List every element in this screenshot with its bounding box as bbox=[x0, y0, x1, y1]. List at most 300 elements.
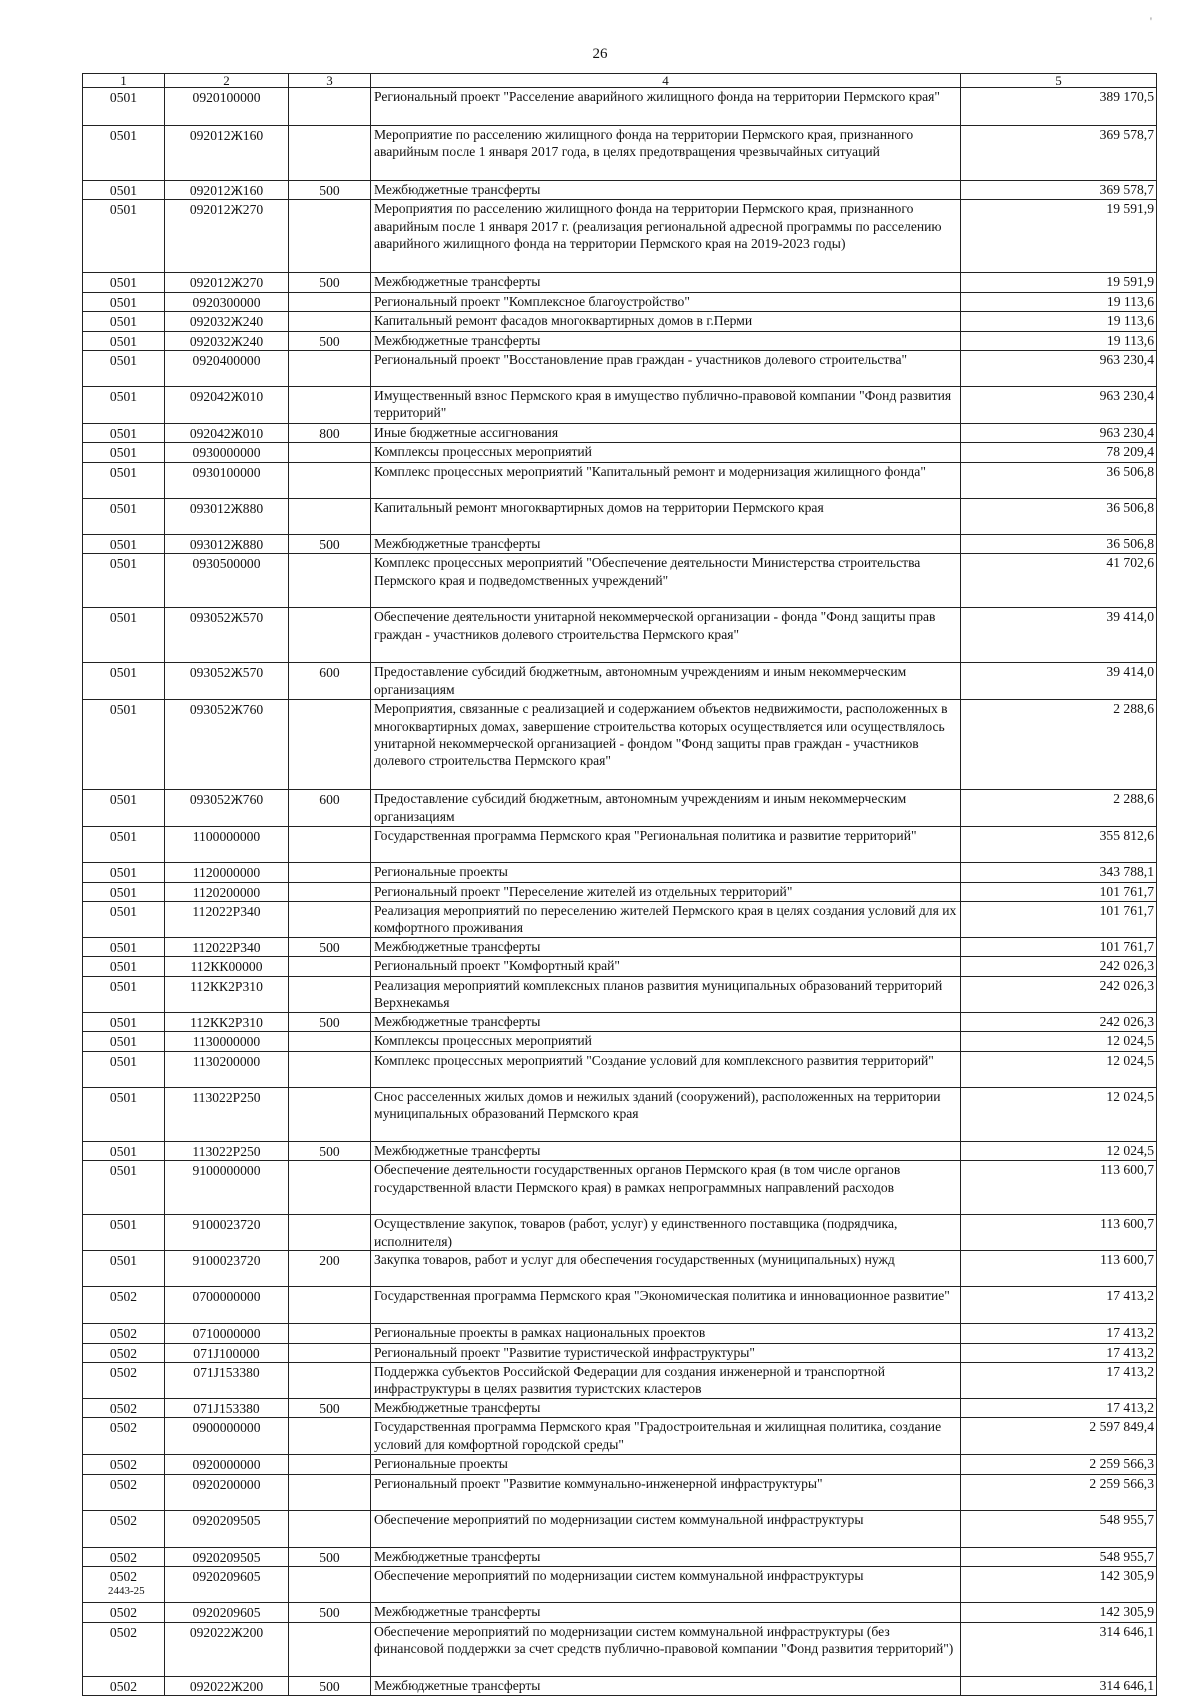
expense-type-cell bbox=[289, 1032, 371, 1051]
expense-type-cell bbox=[289, 1362, 371, 1398]
target-item-cell: 0920209505 bbox=[165, 1510, 289, 1547]
target-item-cell: 0920209505 bbox=[165, 1547, 289, 1566]
amount-cell: 12 024,5 bbox=[961, 1141, 1157, 1160]
item-name-cell: Межбюджетные трансферты bbox=[371, 273, 961, 292]
amount-cell: 36 506,8 bbox=[961, 498, 1157, 534]
item-name-cell: Мероприятие по расселению жилищного фонда на территории Пермского края, признанного аварийным после 1 января 2017 года, в целях предотвращения чрезвычайных ситуаций bbox=[371, 126, 961, 181]
expense-type-cell bbox=[289, 554, 371, 608]
target-item-cell: 112022Р340 bbox=[165, 938, 289, 957]
amount-cell: 142 305,9 bbox=[961, 1567, 1157, 1603]
target-item-cell: 093052Ж570 bbox=[165, 663, 289, 700]
amount-cell: 113 600,7 bbox=[961, 1161, 1157, 1215]
expense-type-cell: 500 bbox=[289, 1603, 371, 1622]
table-row bbox=[83, 882, 1157, 901]
section-code-cell: 0501 bbox=[83, 938, 165, 957]
amount-cell: 19 113,6 bbox=[961, 312, 1157, 331]
target-item-cell: 9100023720 bbox=[165, 1215, 289, 1251]
item-name-cell: Межбюджетные трансферты bbox=[371, 534, 961, 553]
expense-type-cell bbox=[289, 1622, 371, 1676]
section-code-cell: 0501 bbox=[83, 554, 165, 608]
table-row bbox=[83, 387, 1157, 424]
section-code-cell: 0501 bbox=[83, 1051, 165, 1087]
table-row bbox=[83, 534, 1157, 553]
expense-type-cell bbox=[289, 351, 371, 387]
target-item-cell: 092012Ж270 bbox=[165, 200, 289, 273]
target-item-cell: 0930000000 bbox=[165, 443, 289, 462]
section-code-cell: 0502 bbox=[83, 1398, 165, 1417]
item-name-cell: Межбюджетные трансферты bbox=[371, 181, 961, 200]
table-row bbox=[83, 863, 1157, 882]
expense-type-cell bbox=[289, 827, 371, 863]
expense-type-cell: 600 bbox=[289, 790, 371, 827]
section-code-cell: 0501 bbox=[83, 292, 165, 311]
amount-cell: 12 024,5 bbox=[961, 1051, 1157, 1087]
amount-cell: 17 413,2 bbox=[961, 1362, 1157, 1398]
amount-cell: 101 761,7 bbox=[961, 902, 1157, 938]
amount-cell: 548 955,7 bbox=[961, 1547, 1157, 1566]
item-name-cell: Государственная программа Пермского края "Экономическая политика и инновационное развитие" bbox=[371, 1287, 961, 1324]
amount-cell: 12 024,5 bbox=[961, 1087, 1157, 1141]
header-cell-3: 3 bbox=[289, 74, 371, 88]
target-item-cell: 0920400000 bbox=[165, 351, 289, 387]
item-name-cell: Региональный проект "Комфортный край" bbox=[371, 957, 961, 976]
section-code-cell: 0501 bbox=[83, 1141, 165, 1160]
section-code-cell: 0501 bbox=[83, 443, 165, 462]
section-code-cell: 0501 bbox=[83, 387, 165, 424]
amount-cell: 101 761,7 bbox=[961, 938, 1157, 957]
item-name-cell: Межбюджетные трансферты bbox=[371, 1676, 961, 1695]
item-name-cell: Государственная программа Пермского края "Региональная политика и развитие территорий" bbox=[371, 827, 961, 863]
header-cell-4: 4 bbox=[371, 74, 961, 88]
section-code-cell: 0501 bbox=[83, 863, 165, 882]
table-row bbox=[83, 200, 1157, 273]
amount-cell: 19 591,9 bbox=[961, 273, 1157, 292]
expense-type-cell bbox=[289, 1287, 371, 1324]
table-row bbox=[83, 498, 1157, 534]
section-code-cell: 0501 bbox=[83, 312, 165, 331]
table-row bbox=[83, 443, 1157, 462]
table-row bbox=[83, 181, 1157, 200]
expense-type-cell bbox=[289, 1567, 371, 1603]
amount-cell: 355 812,6 bbox=[961, 827, 1157, 863]
section-code-cell: 0502 bbox=[83, 1455, 165, 1474]
amount-cell: 78 209,4 bbox=[961, 443, 1157, 462]
item-name-cell: Межбюджетные трансферты bbox=[371, 331, 961, 350]
page-number: 26 bbox=[592, 46, 608, 62]
expense-type-cell: 600 bbox=[289, 663, 371, 700]
item-name-cell: Межбюджетные трансферты bbox=[371, 938, 961, 957]
section-code-cell: 0502 bbox=[83, 1567, 165, 1603]
table-row bbox=[83, 608, 1157, 663]
target-item-cell: 093012Ж880 bbox=[165, 498, 289, 534]
table-row bbox=[83, 1287, 1157, 1324]
section-code-cell: 0502 bbox=[83, 1324, 165, 1343]
table-row bbox=[83, 1676, 1157, 1695]
target-item-cell: 092022Ж200 bbox=[165, 1676, 289, 1695]
section-code-cell: 0501 bbox=[83, 1012, 165, 1031]
target-item-cell: 0920200000 bbox=[165, 1474, 289, 1510]
expense-type-cell: 500 bbox=[289, 1547, 371, 1566]
expense-type-cell bbox=[289, 976, 371, 1012]
item-name-cell: Реализация мероприятий комплексных планов развития муниципальных образований территорий Верхнекамья bbox=[371, 976, 961, 1012]
section-code-cell: 0501 bbox=[83, 700, 165, 790]
item-name-cell: Региональный проект "Восстановление прав граждан - участников долевого строительства" bbox=[371, 351, 961, 387]
table-row bbox=[83, 790, 1157, 827]
item-name-cell: Межбюджетные трансферты bbox=[371, 1141, 961, 1160]
expense-type-cell: 500 bbox=[289, 1012, 371, 1031]
amount-cell: 113 600,7 bbox=[961, 1251, 1157, 1287]
amount-cell: 369 578,7 bbox=[961, 181, 1157, 200]
table-row bbox=[83, 1012, 1157, 1031]
amount-cell: 2 288,6 bbox=[961, 790, 1157, 827]
target-item-cell: 092032Ж240 bbox=[165, 312, 289, 331]
target-item-cell: 112КК2Р310 bbox=[165, 976, 289, 1012]
target-item-cell: 113022Р250 bbox=[165, 1087, 289, 1141]
amount-cell: 39 414,0 bbox=[961, 608, 1157, 663]
expense-type-cell bbox=[289, 902, 371, 938]
table-row bbox=[83, 1567, 1157, 1603]
expense-type-cell bbox=[289, 882, 371, 901]
item-name-cell: Мероприятия, связанные с реализацией и содержанием объектов недвижимости, расположенных в многоквартирных домах, завершение строительства которых осуществляется или осуществлялось унитарной некоммерческой организацией - фондом "Фонд защиты прав граждан - участников долевого строительства Пермского края" bbox=[371, 700, 961, 790]
header-cell-2: 2 bbox=[165, 74, 289, 88]
item-name-cell: Региональные проекты bbox=[371, 863, 961, 882]
item-name-cell: Межбюджетные трансферты bbox=[371, 1012, 961, 1031]
target-item-cell: 1100000000 bbox=[165, 827, 289, 863]
item-name-cell: Осуществление закупок, товаров (работ, услуг) у единственного поставщика (подрядчика, исполнителя) bbox=[371, 1215, 961, 1251]
expense-type-cell bbox=[289, 1510, 371, 1547]
scan-speck: ' bbox=[1149, 14, 1152, 28]
item-name-cell: Региональный проект "Развитие туристической инфраструктуры" bbox=[371, 1343, 961, 1362]
target-item-cell: 092042Ж010 bbox=[165, 387, 289, 424]
item-name-cell: Поддержка субъектов Российской Федерации для создания инженерной и транспортной инфраструктуры в целях развития туристских кластеров bbox=[371, 1362, 961, 1398]
table-row bbox=[83, 1418, 1157, 1455]
section-code-cell: 0501 bbox=[83, 462, 165, 498]
item-name-cell: Региональный проект "Комплексное благоустройство" bbox=[371, 292, 961, 311]
amount-cell: 963 230,4 bbox=[961, 424, 1157, 443]
amount-cell: 17 413,2 bbox=[961, 1343, 1157, 1362]
table-row bbox=[83, 827, 1157, 863]
amount-cell: 2 259 566,3 bbox=[961, 1455, 1157, 1474]
item-name-cell: Предоставление субсидий бюджетным, автономным учреждениям и иным некоммерческим организациям bbox=[371, 790, 961, 827]
section-code-cell: 0502 bbox=[83, 1510, 165, 1547]
section-code-cell: 0501 bbox=[83, 790, 165, 827]
table-row bbox=[83, 88, 1157, 126]
section-code-cell: 0501 bbox=[83, 88, 165, 126]
expense-type-cell bbox=[289, 957, 371, 976]
table-row bbox=[83, 957, 1157, 976]
expense-type-cell: 500 bbox=[289, 938, 371, 957]
item-name-cell: Имущественный взнос Пермского края в имущество публично-правовой компании "Фонд развития территорий" bbox=[371, 387, 961, 424]
section-code-cell: 0501 bbox=[83, 976, 165, 1012]
item-name-cell: Региональный проект "Расселение аварийного жилищного фонда на территории Пермского края" bbox=[371, 88, 961, 126]
target-item-cell: 092012Ж160 bbox=[165, 126, 289, 181]
item-name-cell: Комплекс процессных мероприятий "Капитальный ремонт и модернизация жилищного фонда" bbox=[371, 462, 961, 498]
expense-type-cell bbox=[289, 200, 371, 273]
expense-type-cell bbox=[289, 1343, 371, 1362]
expense-type-cell: 500 bbox=[289, 331, 371, 350]
expense-type-cell bbox=[289, 1324, 371, 1343]
amount-cell: 963 230,4 bbox=[961, 387, 1157, 424]
table-row bbox=[83, 938, 1157, 957]
item-name-cell: Реализация мероприятий по переселению жителей Пермского края в целях создания условий для их комфортного проживания bbox=[371, 902, 961, 938]
section-code-cell: 0501 bbox=[83, 882, 165, 901]
expense-type-cell bbox=[289, 1087, 371, 1141]
target-item-cell: 071J153380 bbox=[165, 1362, 289, 1398]
target-item-cell: 092022Ж200 bbox=[165, 1622, 289, 1676]
amount-cell: 2 288,6 bbox=[961, 700, 1157, 790]
target-item-cell: 0920000000 bbox=[165, 1455, 289, 1474]
target-item-cell: 1130000000 bbox=[165, 1032, 289, 1051]
target-item-cell: 112КК2Р310 bbox=[165, 1012, 289, 1031]
amount-cell: 314 646,1 bbox=[961, 1622, 1157, 1676]
table-row bbox=[83, 1547, 1157, 1566]
target-item-cell: 1120000000 bbox=[165, 863, 289, 882]
expense-type-cell bbox=[289, 1161, 371, 1215]
table-row bbox=[83, 1051, 1157, 1087]
target-item-cell: 093052Ж760 bbox=[165, 700, 289, 790]
item-name-cell: Государственная программа Пермского края "Градостроительная и жилищная политика, создание условий для комфортной городской среды" bbox=[371, 1418, 961, 1455]
item-name-cell: Обеспечение деятельности унитарной некоммерческой организации - фонда "Фонд защиты прав граждан - участников долевого строительства Пермского края" bbox=[371, 608, 961, 663]
amount-cell: 142 305,9 bbox=[961, 1603, 1157, 1622]
target-item-cell: 9100000000 bbox=[165, 1161, 289, 1215]
table-header-row bbox=[83, 74, 1157, 88]
section-code-cell: 0501 bbox=[83, 534, 165, 553]
amount-cell: 548 955,7 bbox=[961, 1510, 1157, 1547]
table-row bbox=[83, 1032, 1157, 1051]
target-item-cell: 0700000000 bbox=[165, 1287, 289, 1324]
amount-cell: 19 113,6 bbox=[961, 331, 1157, 350]
expense-type-cell bbox=[289, 498, 371, 534]
expense-type-cell bbox=[289, 1215, 371, 1251]
expense-type-cell bbox=[289, 1455, 371, 1474]
section-code-cell: 0501 bbox=[83, 1161, 165, 1215]
section-code-cell: 0502 bbox=[83, 1547, 165, 1566]
target-item-cell: 1130200000 bbox=[165, 1051, 289, 1087]
section-code-cell: 0501 bbox=[83, 424, 165, 443]
table-row bbox=[83, 331, 1157, 350]
table-row bbox=[83, 1510, 1157, 1547]
expense-type-cell: 500 bbox=[289, 1398, 371, 1417]
table-row bbox=[83, 1474, 1157, 1510]
item-name-cell: Обеспечение мероприятий по модернизации систем коммунальной инфраструктуры (без финансовой поддержки за счет средств публично-правовой компании "Фонд развития территорий") bbox=[371, 1622, 961, 1676]
expense-type-cell bbox=[289, 1051, 371, 1087]
table-row bbox=[83, 273, 1157, 292]
expense-type-cell: 500 bbox=[289, 1676, 371, 1695]
target-item-cell: 093012Ж880 bbox=[165, 534, 289, 553]
target-item-cell: 0930500000 bbox=[165, 554, 289, 608]
target-item-cell: 0920209605 bbox=[165, 1567, 289, 1603]
target-item-cell: 092012Ж160 bbox=[165, 181, 289, 200]
target-item-cell: 092042Ж010 bbox=[165, 424, 289, 443]
section-code-cell: 0502 bbox=[83, 1622, 165, 1676]
table-row bbox=[83, 554, 1157, 608]
item-name-cell: Комплексы процессных мероприятий bbox=[371, 443, 961, 462]
table-row bbox=[83, 462, 1157, 498]
item-name-cell: Иные бюджетные ассигнования bbox=[371, 424, 961, 443]
section-code-cell: 0501 bbox=[83, 331, 165, 350]
expense-type-cell: 500 bbox=[289, 1141, 371, 1160]
expense-type-cell bbox=[289, 700, 371, 790]
table-row bbox=[83, 1087, 1157, 1141]
item-name-cell: Предоставление субсидий бюджетным, автономным учреждениям и иным некоммерческим организациям bbox=[371, 663, 961, 700]
section-code-cell: 0501 bbox=[83, 181, 165, 200]
table-row bbox=[83, 1324, 1157, 1343]
table-row bbox=[83, 1161, 1157, 1215]
expense-type-cell: 500 bbox=[289, 181, 371, 200]
item-name-cell: Региональные проекты в рамках национальных проектов bbox=[371, 1324, 961, 1343]
expense-type-cell bbox=[289, 863, 371, 882]
table-row bbox=[83, 1251, 1157, 1287]
amount-cell: 17 413,2 bbox=[961, 1398, 1157, 1417]
item-name-cell: Комплекс процессных мероприятий "Обеспечение деятельности Министерства строительства Пермского края и подведомственных учреждений" bbox=[371, 554, 961, 608]
expense-type-cell: 200 bbox=[289, 1251, 371, 1287]
item-name-cell: Региональный проект "Переселение жителей из отдельных территорий" bbox=[371, 882, 961, 901]
item-name-cell: Межбюджетные трансферты bbox=[371, 1603, 961, 1622]
table-row bbox=[83, 663, 1157, 700]
item-name-cell: Обеспечение мероприятий по модернизации систем коммунальной инфраструктуры bbox=[371, 1510, 961, 1547]
section-code-cell: 0502 bbox=[83, 1676, 165, 1695]
expense-type-cell bbox=[289, 1474, 371, 1510]
expense-type-cell bbox=[289, 312, 371, 331]
item-name-cell: Комплексы процессных мероприятий bbox=[371, 1032, 961, 1051]
target-item-cell: 9100023720 bbox=[165, 1251, 289, 1287]
section-code-cell: 0501 bbox=[83, 126, 165, 181]
amount-cell: 2 597 849,4 bbox=[961, 1418, 1157, 1455]
table-row bbox=[83, 424, 1157, 443]
target-item-cell: 0920300000 bbox=[165, 292, 289, 311]
document-code: 2443-25 bbox=[108, 1585, 145, 1597]
item-name-cell: Комплекс процессных мероприятий "Создание условий для комплексного развития территорий" bbox=[371, 1051, 961, 1087]
target-item-cell: 0900000000 bbox=[165, 1418, 289, 1455]
section-code-cell: 0501 bbox=[83, 608, 165, 663]
target-item-cell: 112022Р340 bbox=[165, 902, 289, 938]
amount-cell: 19 113,6 bbox=[961, 292, 1157, 311]
section-code-cell: 0501 bbox=[83, 1087, 165, 1141]
section-code-cell: 0502 bbox=[83, 1343, 165, 1362]
header-cell-1: 1 bbox=[83, 74, 165, 88]
target-item-cell: 092032Ж240 bbox=[165, 331, 289, 350]
amount-cell: 17 413,2 bbox=[961, 1287, 1157, 1324]
amount-cell: 36 506,8 bbox=[961, 462, 1157, 498]
section-code-cell: 0501 bbox=[83, 273, 165, 292]
item-name-cell: Закупка товаров, работ и услуг для обеспечения государственных (муниципальных) нужд bbox=[371, 1251, 961, 1287]
amount-cell: 12 024,5 bbox=[961, 1032, 1157, 1051]
expense-type-cell bbox=[289, 126, 371, 181]
item-name-cell: Капитальный ремонт фасадов многоквартирных домов в г.Перми bbox=[371, 312, 961, 331]
expense-type-cell bbox=[289, 608, 371, 663]
target-item-cell: 093052Ж570 bbox=[165, 608, 289, 663]
item-name-cell: Региональный проект "Развитие коммунально-инженерной инфраструктуры" bbox=[371, 1474, 961, 1510]
item-name-cell: Снос расселенных жилых домов и нежилых зданий (сооружений), расположенных на территории муниципальных образований Пермского края bbox=[371, 1087, 961, 1141]
section-code-cell: 0502 bbox=[83, 1362, 165, 1398]
section-code-cell: 0501 bbox=[83, 200, 165, 273]
table-row bbox=[83, 1455, 1157, 1474]
amount-cell: 41 702,6 bbox=[961, 554, 1157, 608]
table-row bbox=[83, 292, 1157, 311]
section-code-cell: 0502 bbox=[83, 1287, 165, 1324]
table-row bbox=[83, 312, 1157, 331]
target-item-cell: 1120200000 bbox=[165, 882, 289, 901]
amount-cell: 36 506,8 bbox=[961, 534, 1157, 553]
table-row bbox=[83, 902, 1157, 938]
target-item-cell: 0930100000 bbox=[165, 462, 289, 498]
table-row bbox=[83, 1343, 1157, 1362]
target-item-cell: 0920100000 bbox=[165, 88, 289, 126]
item-name-cell: Межбюджетные трансферты bbox=[371, 1547, 961, 1566]
target-item-cell: 113022Р250 bbox=[165, 1141, 289, 1160]
amount-cell: 242 026,3 bbox=[961, 1012, 1157, 1031]
section-code-cell: 0501 bbox=[83, 663, 165, 700]
expense-type-cell bbox=[289, 387, 371, 424]
expense-type-cell: 800 bbox=[289, 424, 371, 443]
section-code-cell: 0501 bbox=[83, 957, 165, 976]
amount-cell: 39 414,0 bbox=[961, 663, 1157, 700]
section-code-cell: 0502 bbox=[83, 1418, 165, 1455]
amount-cell: 242 026,3 bbox=[961, 976, 1157, 1012]
amount-cell: 101 761,7 bbox=[961, 882, 1157, 901]
section-code-cell: 0501 bbox=[83, 1251, 165, 1287]
expense-type-cell: 500 bbox=[289, 273, 371, 292]
amount-cell: 113 600,7 bbox=[961, 1215, 1157, 1251]
expense-type-cell bbox=[289, 88, 371, 126]
amount-cell: 389 170,5 bbox=[961, 88, 1157, 126]
section-code-cell: 0501 bbox=[83, 351, 165, 387]
table-row bbox=[83, 351, 1157, 387]
target-item-cell: 0710000000 bbox=[165, 1324, 289, 1343]
target-item-cell: 093052Ж760 bbox=[165, 790, 289, 827]
expense-type-cell bbox=[289, 443, 371, 462]
amount-cell: 17 413,2 bbox=[961, 1324, 1157, 1343]
expense-type-cell bbox=[289, 1418, 371, 1455]
target-item-cell: 092012Ж270 bbox=[165, 273, 289, 292]
header-cell-5: 5 bbox=[961, 74, 1157, 88]
section-code-cell: 0502 bbox=[83, 1474, 165, 1510]
expense-type-cell bbox=[289, 462, 371, 498]
section-code-cell: 0501 bbox=[83, 1032, 165, 1051]
amount-cell: 343 788,1 bbox=[961, 863, 1157, 882]
table-row bbox=[83, 1215, 1157, 1251]
section-code-cell: 0502 bbox=[83, 1603, 165, 1622]
amount-cell: 242 026,3 bbox=[961, 957, 1157, 976]
budget-table-container bbox=[82, 73, 1156, 1696]
amount-cell: 19 591,9 bbox=[961, 200, 1157, 273]
expense-type-cell: 500 bbox=[289, 534, 371, 553]
item-name-cell: Региональные проекты bbox=[371, 1455, 961, 1474]
amount-cell: 369 578,7 bbox=[961, 126, 1157, 181]
amount-cell: 314 646,1 bbox=[961, 1676, 1157, 1695]
section-code-cell: 0501 bbox=[83, 902, 165, 938]
section-code-cell: 0501 bbox=[83, 827, 165, 863]
table-row bbox=[83, 1398, 1157, 1417]
target-item-cell: 112КК00000 bbox=[165, 957, 289, 976]
item-name-cell: Обеспечение деятельности государственных органов Пермского края (в том числе органов государственной власти Пермского края) в рамках непрограммных направлений расходов bbox=[371, 1161, 961, 1215]
target-item-cell: 071J153380 bbox=[165, 1398, 289, 1417]
table-row bbox=[83, 976, 1157, 1012]
table-row bbox=[83, 1603, 1157, 1622]
target-item-cell: 071J100000 bbox=[165, 1343, 289, 1362]
amount-cell: 963 230,4 bbox=[961, 351, 1157, 387]
target-item-cell: 0920209605 bbox=[165, 1603, 289, 1622]
section-code-cell: 0501 bbox=[83, 498, 165, 534]
budget-table bbox=[82, 73, 1157, 1696]
table-row bbox=[83, 700, 1157, 790]
item-name-cell: Обеспечение мероприятий по модернизации систем коммунальной инфраструктуры bbox=[371, 1567, 961, 1603]
table-row bbox=[83, 1362, 1157, 1398]
item-name-cell: Межбюджетные трансферты bbox=[371, 1398, 961, 1417]
table-body bbox=[83, 74, 1157, 1696]
table-row bbox=[83, 126, 1157, 181]
table-row bbox=[83, 1622, 1157, 1676]
